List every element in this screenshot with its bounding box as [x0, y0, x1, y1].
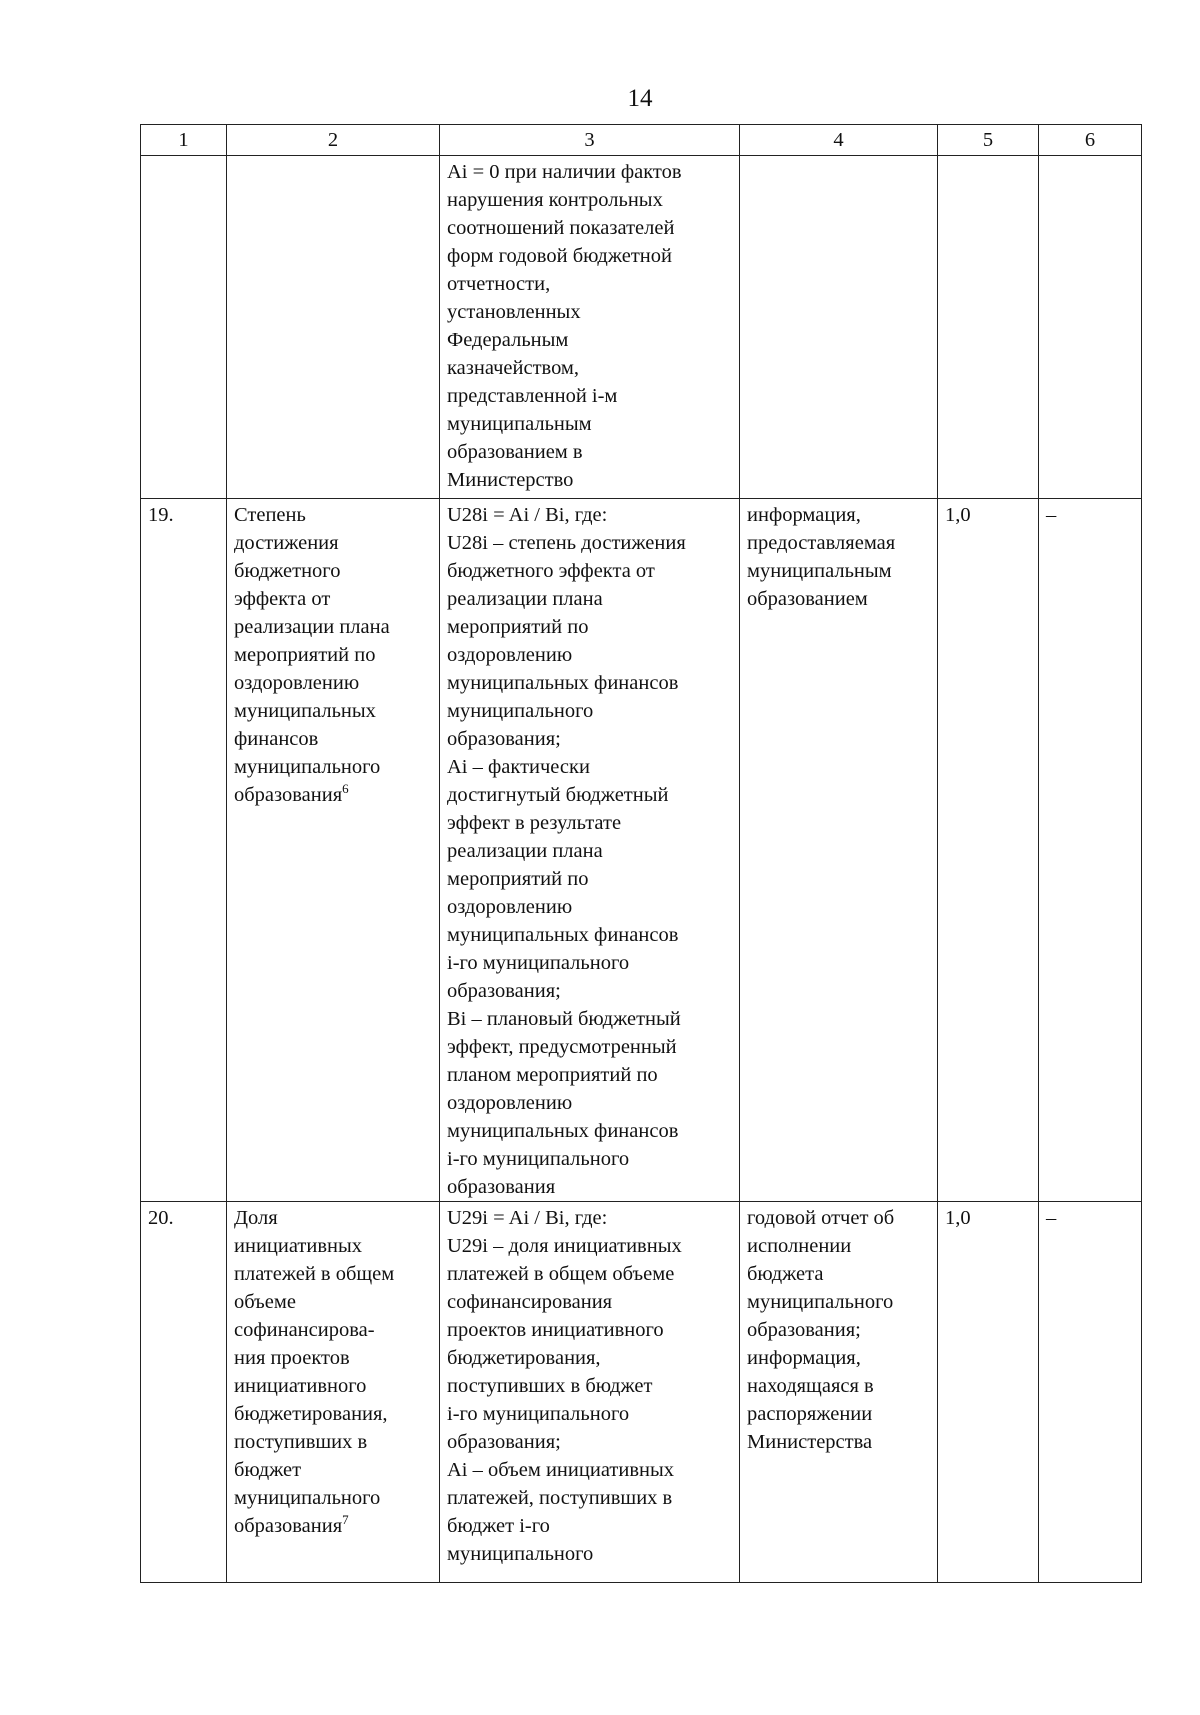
cell-text: казначейством,	[447, 357, 580, 379]
cell-text: информация,	[747, 504, 861, 526]
column-header: 1	[141, 125, 227, 156]
table-row	[141, 1202, 1142, 1583]
cell-text: U28i = Ai / Bi, где:	[447, 504, 608, 526]
cell-text-line	[447, 214, 732, 242]
footnote-marker: 6	[342, 781, 349, 797]
cell-text-line	[447, 865, 732, 893]
cell-text: предоставляемая	[747, 532, 896, 554]
cell-text: муниципальных финансов	[447, 924, 679, 946]
cell-text: образования	[234, 1515, 343, 1537]
cell-text: реализации плана	[447, 840, 603, 862]
cell-text-line	[447, 669, 732, 697]
cell-text-line	[234, 1484, 432, 1512]
cell-text: образованием в	[447, 441, 583, 463]
cell-text: достижения	[234, 532, 339, 554]
cell-text-line	[234, 781, 432, 809]
cell-text-line	[234, 501, 432, 529]
footnote-marker: 7	[342, 1512, 349, 1528]
cell-text-line	[447, 270, 732, 298]
cell-text: образования;	[447, 1431, 561, 1453]
note-cell	[1039, 156, 1142, 499]
cell-text: платежей, поступивших в	[447, 1487, 673, 1509]
cell-text-line	[447, 1260, 732, 1288]
cell-text: бюджетирования,	[447, 1347, 601, 1369]
cell-text-line	[447, 613, 732, 641]
cell-text-line	[234, 1288, 432, 1316]
cell-text-line	[447, 1540, 732, 1568]
cell-text-line	[447, 1372, 732, 1400]
cell-text: бюджет	[234, 1459, 302, 1481]
cell-text-line	[234, 613, 432, 641]
cell-text: образования	[447, 1176, 556, 1198]
cell-text-line	[234, 1232, 432, 1260]
cell-text: реализации плана	[234, 616, 390, 638]
cell-text-line	[447, 1456, 732, 1484]
cell-text: отчетности,	[447, 273, 551, 295]
cell-text: муниципального	[234, 756, 381, 778]
cell-text-line	[447, 557, 732, 585]
cell-text-line	[447, 242, 732, 270]
cell-text-line	[447, 697, 732, 725]
cell-text-line	[447, 382, 732, 410]
cell-text: форм годовой бюджетной	[447, 245, 672, 267]
cell-text: софинансирова-	[234, 1319, 375, 1341]
cell-text-line	[747, 557, 930, 585]
cell-text-line	[747, 1260, 930, 1288]
cell-text: Доля	[234, 1207, 278, 1229]
cell-text: проектов инициативного	[447, 1319, 664, 1341]
cell-text-line	[447, 1288, 732, 1316]
cell-text-line	[234, 1428, 432, 1456]
cell-text-line	[447, 1005, 732, 1033]
cell-text-line	[234, 1316, 432, 1344]
cell-text: муниципальных финансов	[447, 1120, 679, 1142]
cell-text-line	[447, 893, 732, 921]
cell-text: установленных	[447, 301, 581, 323]
coefficient-cell	[938, 156, 1039, 499]
cell-text-line	[447, 1344, 732, 1372]
cell-text: Ai – объем инициативных	[447, 1459, 674, 1481]
cell-text: финансов	[234, 728, 319, 750]
cell-text-line	[234, 1260, 432, 1288]
cell-text-line	[447, 1204, 732, 1232]
cell-text-line	[447, 186, 732, 214]
cell-text: оздоровлению	[447, 1092, 573, 1114]
cell-text: инициативного	[234, 1375, 367, 1397]
cell-text-line	[447, 977, 732, 1005]
cell-text: информация,	[747, 1347, 861, 1369]
cell-text: достигнутый бюджетный	[447, 784, 669, 806]
cell-text-line	[447, 837, 732, 865]
cell-text: платежей в общем	[234, 1263, 395, 1285]
cell-text: представленной i-м	[447, 385, 618, 407]
cell-text-line	[747, 1232, 930, 1260]
cell-text: годовой отчет об	[747, 1207, 895, 1229]
cell-text-line	[234, 585, 432, 613]
cell-text-line	[234, 529, 432, 557]
cell-text: бюджета	[747, 1263, 824, 1285]
formula-cell	[440, 1202, 740, 1583]
cell-text-line	[447, 1484, 732, 1512]
note-cell: –	[1039, 1202, 1142, 1583]
cell-text-line	[747, 1372, 930, 1400]
cell-text-line	[447, 410, 732, 438]
cell-text-line	[447, 1428, 732, 1456]
cell-text: муниципальных	[234, 700, 376, 722]
note-cell: –	[1039, 499, 1142, 1202]
coefficient-cell: 1,0	[938, 1202, 1039, 1583]
cell-text: поступивших в бюджет	[447, 1375, 653, 1397]
cell-text-line	[447, 1400, 732, 1428]
cell-text: образованием	[747, 588, 868, 610]
cell-text-line	[447, 438, 732, 466]
number-cell	[141, 156, 227, 499]
cell-text: распоряжении	[747, 1403, 873, 1425]
cell-text: соотношений показателей	[447, 217, 675, 239]
cell-text: бюджет i-го	[447, 1515, 550, 1537]
cell-text-line	[447, 1232, 732, 1260]
coefficient-cell: 1,0	[938, 499, 1039, 1202]
cell-text: оздоровлению	[447, 644, 573, 666]
cell-text: i-го муниципального	[447, 1403, 630, 1425]
cell-text: Степень	[234, 504, 306, 526]
cell-text-line	[447, 1512, 732, 1540]
cell-text: мероприятий по	[447, 868, 589, 890]
cell-text: муниципального	[447, 1543, 594, 1565]
cell-text: мероприятий по	[234, 644, 376, 666]
table-row-continuation	[141, 156, 1142, 499]
column-header: 3	[440, 125, 740, 156]
source-cell	[740, 499, 938, 1202]
cell-text-line	[447, 298, 732, 326]
cell-text-line	[447, 1061, 732, 1089]
cell-text-line	[747, 1316, 930, 1344]
indicator-cell	[227, 1202, 440, 1583]
cell-text: Ai – фактически	[447, 756, 590, 778]
cell-text-line	[447, 158, 732, 186]
cell-text-line	[447, 354, 732, 382]
cell-text-line	[447, 585, 732, 613]
cell-text-line	[447, 641, 732, 669]
cell-text-line	[234, 1456, 432, 1484]
cell-text-line	[447, 781, 732, 809]
cell-text: i-го муниципального	[447, 952, 630, 974]
cell-text: муниципального	[747, 1291, 894, 1313]
cell-text: эффекта от	[234, 588, 331, 610]
cell-text: i-го муниципального	[447, 1148, 630, 1170]
cell-text: Ai = 0 при наличии фактов	[447, 161, 682, 183]
cell-text-line	[447, 1089, 732, 1117]
cell-text-line	[447, 1145, 732, 1173]
cell-text: муниципальным	[447, 413, 592, 435]
formula-cell	[440, 499, 740, 1202]
cell-text: Министерство	[447, 469, 574, 491]
cell-text-line	[234, 725, 432, 753]
cell-text: оздоровлению	[234, 672, 360, 694]
cell-text-line	[447, 501, 732, 529]
cell-text: эффект в результате	[447, 812, 622, 834]
cell-text: образования;	[447, 728, 561, 750]
source-cell	[740, 1202, 938, 1583]
cell-text: U28i – степень достижения	[447, 532, 686, 554]
column-header: 4	[740, 125, 938, 156]
cell-text: софинансирования	[447, 1291, 613, 1313]
cell-text-line	[447, 921, 732, 949]
cell-text: U29i = Ai / Bi, где:	[447, 1207, 608, 1229]
cell-text-line	[234, 1400, 432, 1428]
cell-text-line	[447, 529, 732, 557]
cell-text-line	[447, 753, 732, 781]
cell-text: образования;	[447, 980, 561, 1002]
cell-text: муниципальных финансов	[447, 672, 679, 694]
cell-text-line	[747, 1288, 930, 1316]
cell-text-line	[234, 1344, 432, 1372]
cell-text: образования;	[747, 1319, 861, 1341]
cell-text-line	[747, 1344, 930, 1372]
cell-text-line	[447, 466, 732, 494]
cell-text: муниципального	[447, 700, 594, 722]
column-header: 2	[227, 125, 440, 156]
cell-text: нарушения контрольных	[447, 189, 663, 211]
cell-text-line	[447, 1173, 732, 1201]
cell-text-line	[747, 1400, 930, 1428]
column-header: 6	[1039, 125, 1142, 156]
cell-text: муниципального	[234, 1487, 381, 1509]
cell-text-line	[447, 1033, 732, 1061]
row-number: 19.	[141, 499, 227, 1202]
column-header: 5	[938, 125, 1039, 156]
cell-text: оздоровлению	[447, 896, 573, 918]
cell-text: эффект, предусмотренный	[447, 1036, 677, 1058]
cell-text: Bi – плановый бюджетный	[447, 1008, 681, 1030]
cell-text: исполнении	[747, 1235, 852, 1257]
page-number: 14	[627, 85, 653, 112]
cell-text-line	[447, 326, 732, 354]
source-cell	[740, 156, 938, 499]
cell-text: находящаяся в	[747, 1375, 874, 1397]
indicator-cell	[227, 499, 440, 1202]
cell-text-line	[747, 1204, 930, 1232]
cell-text-line	[234, 1204, 432, 1232]
cell-text: поступивших в	[234, 1431, 368, 1453]
cell-text-line	[234, 641, 432, 669]
cell-text-line	[234, 1372, 432, 1400]
cell-text: U29i – доля инициативных	[447, 1235, 682, 1257]
cell-text: муниципальным	[747, 560, 892, 582]
indicator-cell	[227, 156, 440, 499]
cell-text: инициативных	[234, 1235, 363, 1257]
cell-text: объеме	[234, 1291, 296, 1313]
cell-text-line	[447, 1117, 732, 1145]
cell-text-line	[234, 557, 432, 585]
table-row	[141, 499, 1142, 1202]
indicators-table	[140, 124, 1142, 1583]
cell-text-line	[447, 1316, 732, 1344]
cell-text: реализации плана	[447, 588, 603, 610]
formula-cell	[440, 156, 740, 499]
cell-text-line	[447, 949, 732, 977]
cell-text: бюджетирования,	[234, 1403, 388, 1425]
cell-text: Министерства	[747, 1431, 873, 1453]
table-header-row	[141, 125, 1142, 156]
cell-text: мероприятий по	[447, 616, 589, 638]
cell-text: Федеральным	[447, 329, 569, 351]
cell-text-line	[447, 809, 732, 837]
cell-text-line	[447, 725, 732, 753]
cell-text: планом мероприятий по	[447, 1064, 658, 1086]
cell-text-line	[747, 1428, 930, 1456]
cell-text: бюджетного	[234, 560, 341, 582]
row-number: 20.	[141, 1202, 227, 1583]
cell-text-line	[747, 529, 930, 557]
cell-text-line	[234, 669, 432, 697]
cell-text-line	[747, 501, 930, 529]
cell-text-line	[234, 1512, 432, 1540]
cell-text: ния проектов	[234, 1347, 350, 1369]
cell-text: бюджетного эффекта от	[447, 560, 655, 582]
cell-text-line	[234, 697, 432, 725]
cell-text: платежей в общем объеме	[447, 1263, 675, 1285]
cell-text-line	[747, 585, 930, 613]
cell-text-line	[234, 753, 432, 781]
cell-text: образования	[234, 784, 343, 806]
